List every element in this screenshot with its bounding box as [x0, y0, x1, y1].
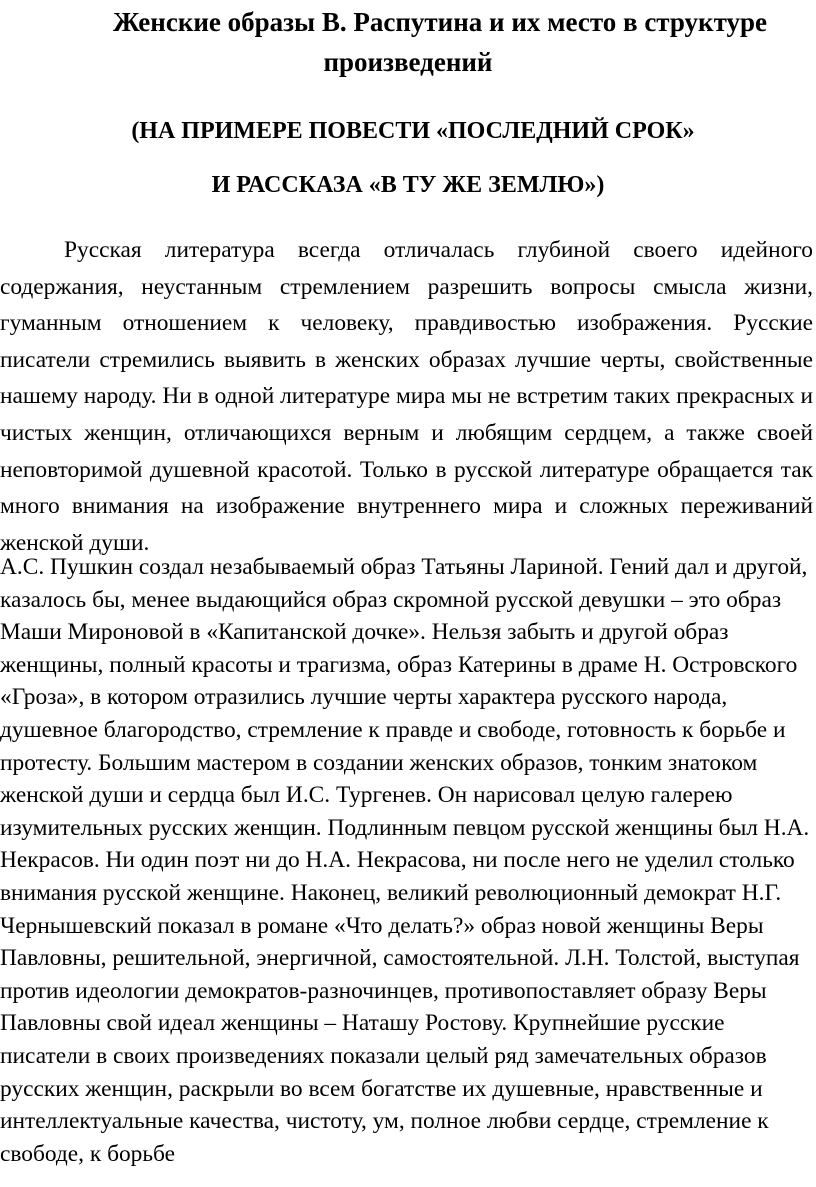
document-subtitle-line2: И РАССКАЗА «В ТУ ЖЕ ЗЕМЛЮ») [211, 172, 605, 198]
document-title-line2: произведений [323, 47, 493, 77]
document-subtitle-line1: (НА ПРИМЕРЕ ПОВЕСТИ «ПОСЛЕДНИЙ СРОК» [131, 118, 695, 144]
document-title-line1: Женские образы В. Распутина и их место в структуре [112, 7, 768, 37]
body-paragraph-1: Русская литература всегда отличалась глубиной своего идейного содержания, неустанным стремлением разрешить вопросы смысла жизни, гуманным отношением к человеку, правдивостью изображения. Русские писатели стремились выявить в женских образах лучшие черты, свойственные нашему народу. Ни в одной литературе мира мы не встретим таких прекрасных и чистых женщин, отличающихся верным и любящим сердцем, а также своей неповторимой душевной красотой. Только в русской литературе обращается так много внимания на изображение внутреннего мира и сложных переживаний женской души. [0, 237, 813, 556]
body-paragraph-2: А.С. Пушкин создал незабываемый образ Татьяны Лариной. Гений дал и другой, казалось бы, менее выдающийся образ скромной русской девушки – это образ Маши Мироновой в «Капитанской дочке». Нельзя забыть и другой образ женщины, полный красоты и трагизма, образ Катерины в драме Н. Островского «Гроза», в котором отразились лучшие черты характера русского народа, душевное благородство, стремление к правде и свободе, готовность к борьбе и протесту. Большим мастером в создании женских образов, тонким знатоком женской души и сердца был И.С. Тургенев. Он нарисовал целую галерею изумительных русских женщин. Подлинным певцом русской женщины был Н.А. Некрасов. Ни один поэт ни до Н.А. Некрасова, ни после него не уделил столько внимания русской женщине. Наконец, великий революционный демократ Н.Г. Чернышевский показал в романе «Что делать?» образ новой женщины Веры Павловны, решительной, энергичной, самостоятельной. Л.Н. Толстой, выступая против идеологии демократов-разночинцев, противопоставляет образу Веры Павловны свой идеал женщины – Наташу Ростову. Крупнейшие русские писатели в своих произведениях показали целый ряд замечательных образов русских женщин, раскрыли во всем богатстве их душевные, нравственные и интеллектуальные качества, чистоту, ум, полное любви сердце, стремление к свободе, к борьбе [0, 554, 810, 1167]
